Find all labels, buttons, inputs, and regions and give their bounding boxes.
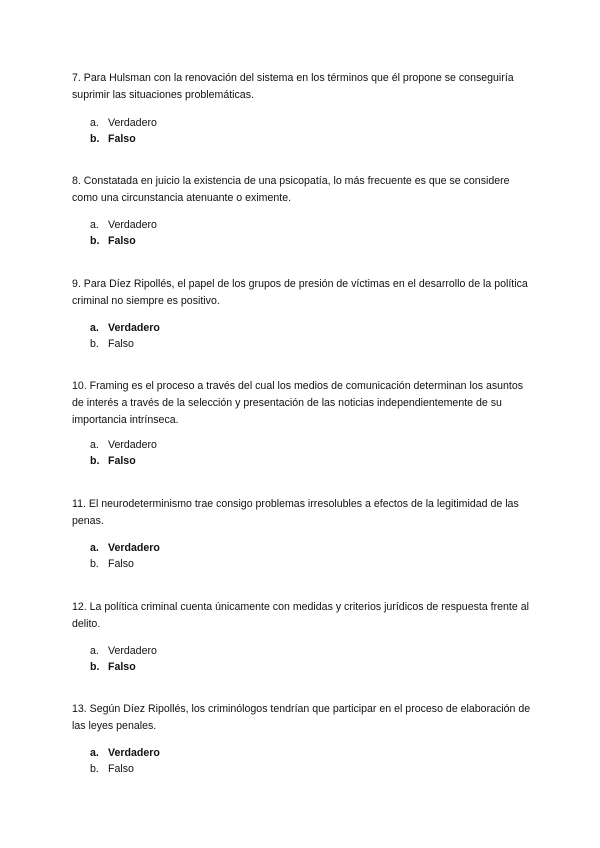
question-text: 10. Framing es el proceso a través del cual los medios de comunicación determinan los asuntos de interés a través de la selección y presentación de las noticias independientemente de su importancia intrínseca. [72,380,524,426]
option-b-selected [90,234,157,250]
option-letter: a. [90,322,99,334]
option-label: Verdadero [108,117,157,129]
option-label: Falso [108,132,136,145]
option-letter: b. [90,234,100,247]
option-letter: b. [90,557,99,570]
question-10 [72,378,532,467]
option-a [90,218,157,234]
option-label: Falso [108,234,136,247]
question-11 [72,496,532,570]
option-b-selected [90,454,157,470]
option-b [90,557,160,573]
question-text: 13. Según Díez Ripollés, los criminólogos tendrían que participar en el proceso de elaboración de las leyes penales. [72,703,531,732]
option-label: Verdadero [108,645,157,657]
question-text: 8. Constatada en juicio la existencia de una psicopatía, lo más frecuente es que se considere como una circunstancia atenuante o eximente. [72,175,510,204]
option-label: Falso [108,557,134,570]
option-a [90,438,157,454]
question-13 [72,701,532,775]
option-label: Verdadero [108,322,160,334]
question-9 [72,276,532,350]
option-label: Verdadero [108,747,160,759]
option-letter: b. [90,337,99,350]
question-text: 7. Para Hulsman con la renovación del sistema en los términos que él propone se conseguiría suprimir las situaciones problemáticas. [72,72,514,101]
option-a-selected [90,746,160,762]
option-label: Falso [108,337,134,350]
options-list [90,321,160,352]
option-letter: a. [90,645,99,657]
options-list [90,644,157,675]
option-letter: a. [90,219,99,231]
option-label: Verdadero [108,542,160,554]
option-letter: a. [90,117,99,129]
option-letter: a. [90,542,99,554]
option-letter: b. [90,454,100,467]
option-label: Verdadero [108,439,157,451]
option-label: Falso [108,660,136,673]
option-a-selected [90,321,160,337]
option-b-selected [90,132,157,148]
option-b-selected [90,660,157,676]
options-list [90,746,160,777]
option-label: Verdadero [108,219,157,231]
options-list [90,541,160,572]
option-letter: a. [90,439,99,451]
question-7 [72,70,532,145]
question-8 [72,173,532,247]
option-label: Falso [108,762,134,775]
question-12 [72,599,532,673]
option-a [90,116,157,132]
option-letter: b. [90,762,99,775]
options-list [90,116,157,147]
option-a [90,644,157,660]
question-text: 12. La política criminal cuenta únicamente con medidas y criterios jurídicos de respuesta frente al delito. [72,601,529,630]
option-a-selected [90,541,160,557]
options-list [90,438,157,469]
question-text: 9. Para Díez Ripollés, el papel de los grupos de presión de víctimas en el desarrollo de la política criminal no siempre es positivo. [72,278,528,307]
question-text: 11. El neurodeterminismo trae consigo problemas irresolubles a efectos de la legitimidad de las penas. [72,498,519,527]
option-letter: b. [90,660,100,673]
option-b [90,762,160,778]
options-list [90,218,157,249]
option-letter: b. [90,132,100,145]
option-letter: a. [90,747,99,759]
option-b [90,337,160,353]
option-label: Falso [108,454,136,467]
